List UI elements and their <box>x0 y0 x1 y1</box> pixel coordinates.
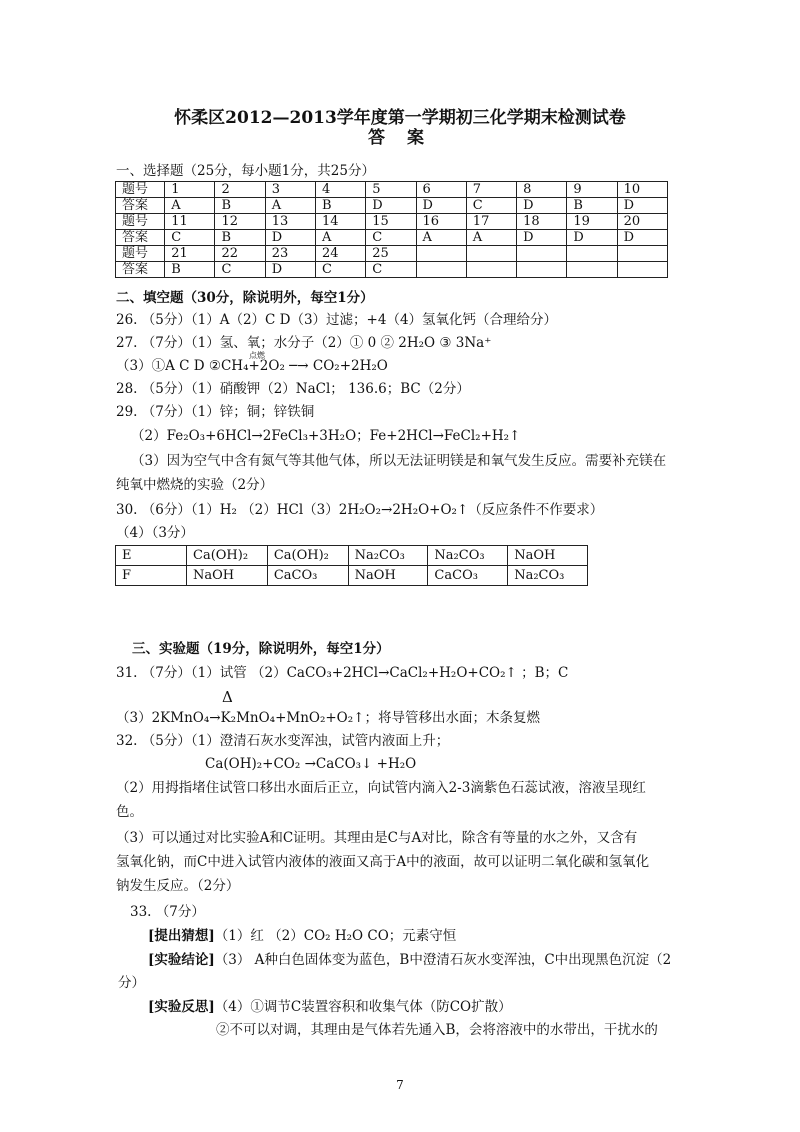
table-row <box>116 182 668 198</box>
table-cell <box>517 246 567 262</box>
table-cell: 15 <box>366 214 416 230</box>
table-cell: E <box>116 546 187 566</box>
section1-heading: 一、选择题（25分，每小题1分，共25分） <box>116 163 375 179</box>
heat-delta-symbol: Δ <box>222 688 233 706</box>
page-subtitle: 答 案 <box>368 128 432 148</box>
table-cell <box>617 246 667 262</box>
table-cell: 6 <box>416 182 466 198</box>
table-cell: 24 <box>316 246 366 262</box>
table-cell: 9 <box>567 182 617 198</box>
table-row <box>116 546 588 566</box>
section2-heading: 二、填空题（30分，除说明外，每空1分） <box>116 290 374 306</box>
table-cell: 题号 <box>116 182 165 198</box>
q31-part3: （3）2KMnO₄→K₂MnO₄+MnO₂+O₂↑；将导管移出水面；木条复燃 <box>116 710 540 726</box>
table-cell: D <box>265 230 315 246</box>
table-row <box>116 262 668 278</box>
table-cell: Na₂CO₃ <box>508 566 588 586</box>
table-cell: 2 <box>215 182 265 198</box>
q33-reflect-text: （4）①调节C装置容积和收集气体（防CO扩散） <box>214 999 512 1015</box>
table-cell: NaOH <box>187 566 268 586</box>
table-cell: 25 <box>366 246 416 262</box>
q32-part3-line1: （3）可以通过对比实验A和C证明。其理由是C与A对比，除含有等量的水之外，又含有 <box>116 830 638 846</box>
table-cell: 21 <box>165 246 215 262</box>
table-cell: 答案 <box>116 262 165 278</box>
table-cell: 19 <box>567 214 617 230</box>
table-cell: Na₂CO₃ <box>428 546 508 566</box>
table-cell: D <box>567 230 617 246</box>
table-cell: A <box>165 198 215 214</box>
q27-condition: 点燃 <box>249 351 265 360</box>
table-cell: 8 <box>517 182 567 198</box>
table-cell <box>567 246 617 262</box>
table-cell: B <box>215 198 265 214</box>
q33-conclusion-row <box>148 951 671 969</box>
table-cell: 18 <box>517 214 567 230</box>
q33-conclusion-label: [实验结论] <box>148 952 215 968</box>
table-cell: 题号 <box>116 246 165 262</box>
table-cell: B <box>165 262 215 278</box>
table-cell: Na₂CO₃ <box>348 546 428 566</box>
table-cell: 3 <box>265 182 315 198</box>
q27-part3: （3）①A C D ②CH₄+2O₂ ─→ CO₂+2H₂O <box>116 358 388 374</box>
table-cell: CaCO₃ <box>428 566 508 586</box>
table-cell <box>567 262 617 278</box>
table-cell: C <box>366 230 416 246</box>
table-cell: NaOH <box>508 546 588 566</box>
table-row <box>116 230 668 246</box>
table-cell: 12 <box>215 214 265 230</box>
table-cell <box>617 262 667 278</box>
table-cell: 答案 <box>116 230 165 246</box>
q33-guess-label: [提出猜想] <box>148 928 215 944</box>
q30-part4: （4）（3分） <box>116 525 194 541</box>
page-title: 怀柔区2012—2013学年度第一学期初三化学期末检测试卷 <box>174 108 626 128</box>
q32-part3-line2: 氢氧化钠，而C中进入试管内液体的液面又高于A中的液面，故可以证明二氧化碳和氢氧化 <box>116 854 650 870</box>
table-cell: 20 <box>617 214 667 230</box>
q26-answer: 26. （5分）（1）A（2）C D（3）过滤；+4（4）氢氧化钙（合理给分） <box>116 312 558 328</box>
table-row <box>116 566 588 586</box>
table-cell: B <box>316 198 366 214</box>
table-cell: D <box>265 262 315 278</box>
q33-guess-row <box>148 927 456 945</box>
table-cell: 4 <box>316 182 366 198</box>
q29-part3-line2: 纯氧中燃烧的实验（2分） <box>116 477 274 493</box>
table-cell: 11 <box>165 214 215 230</box>
table-cell: 10 <box>617 182 667 198</box>
q28-answer: 28. （5分）（1）硝酸钾（2）NaCl； 136.6；BC（2分） <box>116 381 470 397</box>
q33-conclusion-text: （3） A种白色固体变为蓝色，B中澄清石灰水变浑浊，C中出现黑色沉淀（2 <box>214 952 672 968</box>
table-cell: B <box>215 230 265 246</box>
table-row <box>116 198 668 214</box>
q29-part2: （2）Fe₂O₃+6HCl→2FeCl₃+3H₂O；Fe+2HCl→FeCl₂+H₂↑ <box>131 428 521 444</box>
table-cell: C <box>316 262 366 278</box>
table-cell: D <box>617 230 667 246</box>
q33-guess-text: （1）红 （2）CO₂ H₂O CO；元素守恒 <box>214 928 457 944</box>
table-cell: 14 <box>316 214 366 230</box>
table-cell: C <box>366 262 416 278</box>
table-row <box>116 214 668 230</box>
table-cell: C <box>466 198 516 214</box>
q32-answer: 32. （5分）（1）澄清石灰水变浑浊，试管内液面上升； <box>116 733 450 749</box>
table-cell: Ca(OH)₂ <box>187 546 268 566</box>
table-cell: 7 <box>466 182 516 198</box>
table-cell: A <box>316 230 366 246</box>
page-number: 7 <box>396 1078 404 1092</box>
table-cell: D <box>617 198 667 214</box>
table-cell: A <box>265 198 315 214</box>
table-cell: 1 <box>165 182 215 198</box>
table-cell <box>416 262 466 278</box>
table-cell: F <box>116 566 187 586</box>
q32-part2-line1: （2）用拇指堵住试管口移出水面后正立，向试管内滴入2-3滴紫色石蕊试液，溶液呈现红 <box>116 780 646 796</box>
ef-table <box>115 545 588 586</box>
table-cell: CaCO₃ <box>267 566 348 586</box>
table-cell: 13 <box>265 214 315 230</box>
table-cell: D <box>517 230 567 246</box>
q27-answer: 27. （7分）（1）氢、氧；水分子（2）① 0 ② 2H₂O ③ 3Na⁺ <box>116 335 492 351</box>
q29-part3-line1: （3）因为空气中含有氮气等其他气体，所以无法证明镁是和氧气发生反应。需要补充镁在 <box>131 453 667 469</box>
q33-reflect-row <box>148 998 512 1016</box>
table-cell: C <box>215 262 265 278</box>
q31-answer: 31. （7分）（1）试管 （2）CaCO₃+2HCl→CaCl₂+H₂O+CO₂↑ ；B；C <box>116 665 569 681</box>
table-cell: Ca(OH)₂ <box>267 546 348 566</box>
q30-answer: 30. （6分）（1）H₂ （2）HCl（3）2H₂O₂→2H₂O+O₂↑（反应条件不作要求） <box>116 502 604 518</box>
table-cell: A <box>416 230 466 246</box>
table-cell: 17 <box>466 214 516 230</box>
table-cell: A <box>466 230 516 246</box>
table-cell <box>466 262 516 278</box>
q33-reflect-line2: ②不可以对调，其理由是气体若先通入B，会将溶液中的水带出，干扰水的 <box>216 1022 658 1038</box>
q33-reflect-label: [实验反思] <box>148 999 215 1015</box>
q32-equation: Ca(OH)₂+CO₂ →CaCO₃↓ +H₂O <box>205 756 417 772</box>
choice-answer-table <box>115 181 668 278</box>
table-cell: D <box>416 198 466 214</box>
table-cell: 答案 <box>116 198 165 214</box>
table-cell: 题号 <box>116 214 165 230</box>
table-cell: D <box>366 198 416 214</box>
q32-part2-line2: 色。 <box>116 804 143 820</box>
table-row <box>116 246 668 262</box>
table-cell: B <box>567 198 617 214</box>
table-cell: 5 <box>366 182 416 198</box>
table-cell: D <box>517 198 567 214</box>
table-cell: C <box>165 230 215 246</box>
table-cell <box>517 262 567 278</box>
table-cell: 23 <box>265 246 315 262</box>
table-cell <box>416 246 466 262</box>
q33-conclusion-line2: 分） <box>118 975 145 991</box>
q32-part3-line3: 钠发生反应。（2分） <box>116 878 240 894</box>
q33-answer: 33. （7分） <box>130 904 205 920</box>
table-cell: NaOH <box>348 566 428 586</box>
q29-answer: 29. （7分）（1）锌；铜；锌铁铜 <box>116 404 315 420</box>
section3-heading: 三、实验题（19分，除说明外，每空1分） <box>132 641 390 657</box>
table-cell <box>466 246 516 262</box>
table-cell: 22 <box>215 246 265 262</box>
table-cell: 16 <box>416 214 466 230</box>
